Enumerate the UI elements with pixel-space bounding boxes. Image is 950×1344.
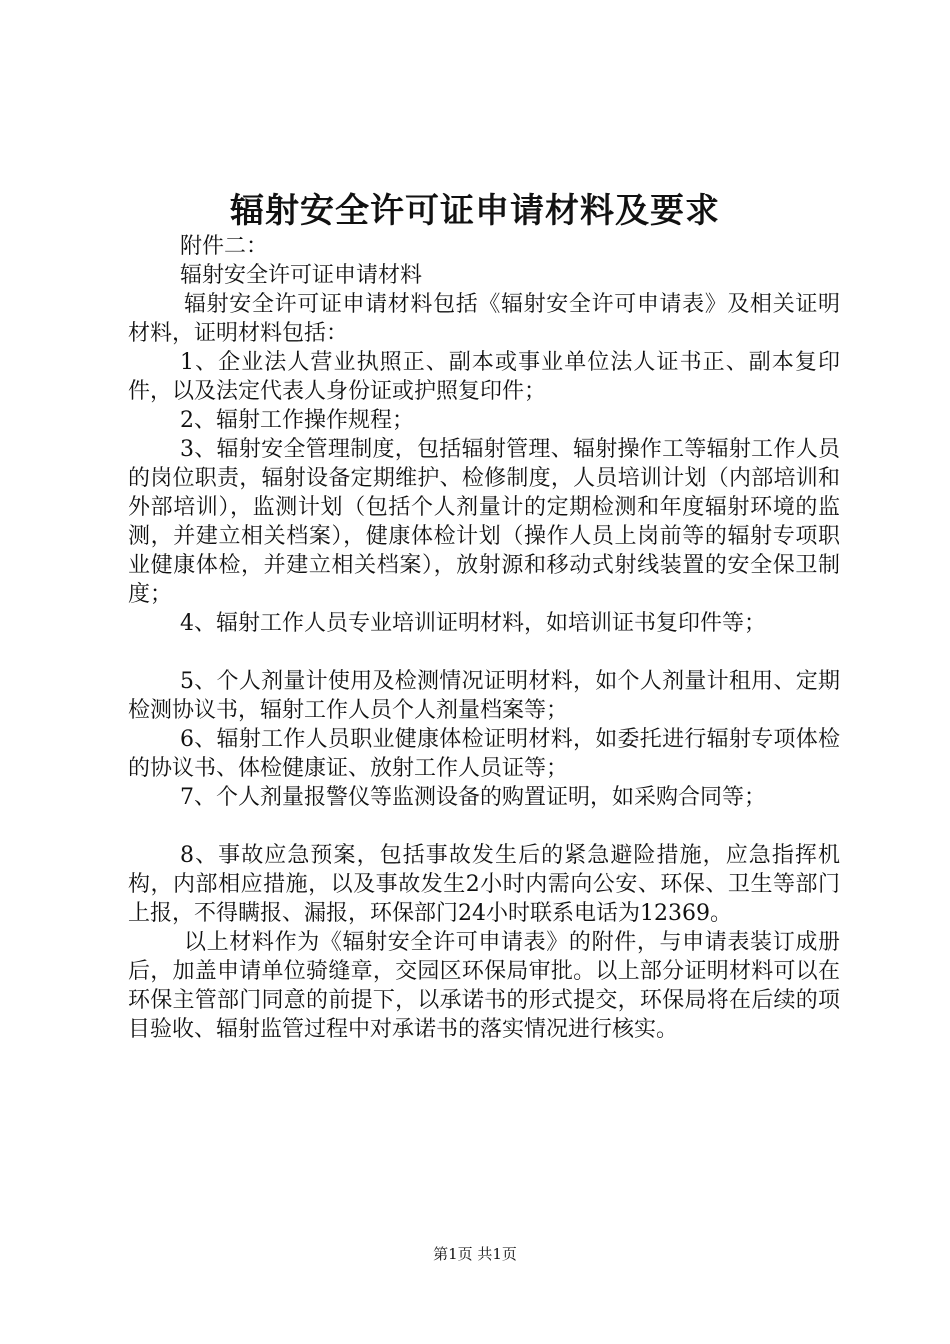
section-heading: 辐射安全许可证申请材料 <box>180 263 423 288</box>
page-footer: 第1页 共1页 <box>433 1245 517 1263</box>
closing-paragraph: 以上材料作为《辐射安全许可申请表》的附件，与申请表装订成册后，加盖申请单位骑缝章，交园区环保局审批。以上部分证明材料可以在环保主管部门同意的前提下，以承诺书的形式提交，环保局将在后续的项目验收、辐射监管过程中对承诺书的落实情况进行核实。 <box>128 930 840 1042</box>
list-item-5: 5、个人剂量计使用及检测情况证明材料，如个人剂量计租用、定期检测协议书，辐射工作人员个人剂量档案等； <box>128 669 840 723</box>
list-item-7: 7、个人剂量报警仪等监测设备的购置证明，如采购合同等； <box>180 785 766 810</box>
list-item-8: 8、事故应急预案，包括事故发生后的紧急避险措施，应急指挥机构，内部相应措施，以及事故发生2小时内需向公安、环保、卫生等部门上报，不得瞒报、漏报，环保部门24小时联系电话为12369。 <box>128 843 840 926</box>
document-title: 辐射安全许可证申请材料及要求 <box>230 191 720 231</box>
list-item-3: 3、辐射安全管理制度，包括辐射管理、辐射操作工等辐射工作人员的岗位职责，辐射设备定期维护、检修制度，人员培训计划（内部培训和外部培训），监测计划（包括个人剂量计的定期检测和年度辐射环境的监测，并建立相关档案），健康体检计划（操作人员上岗前等的辐射专项职业健康体检，并建立相关档案），放射源和移动式射线装置的安全保卫制度； <box>128 437 840 607</box>
attachment-label: 附件二： <box>180 234 269 259</box>
list-item-4: 4、辐射工作人员专业培训证明材料，如培训证书复印件等； <box>180 611 766 636</box>
list-item-1: 1、企业法人营业执照正、副本或事业单位法人证书正、副本复印件，以及法定代表人身份证或护照复印件； <box>128 350 840 404</box>
list-item-6: 6、辐射工作人员职业健康体检证明材料，如委托进行辐射专项体检的协议书、体检健康证、放射工作人员证等； <box>128 727 840 781</box>
list-item-2: 2、辐射工作操作规程； <box>180 408 414 433</box>
document-body <box>128 232 840 1044</box>
intro-paragraph: 辐射安全许可证申请材料包括《辐射安全许可申请表》及相关证明材料，证明材料包括： <box>128 292 840 346</box>
